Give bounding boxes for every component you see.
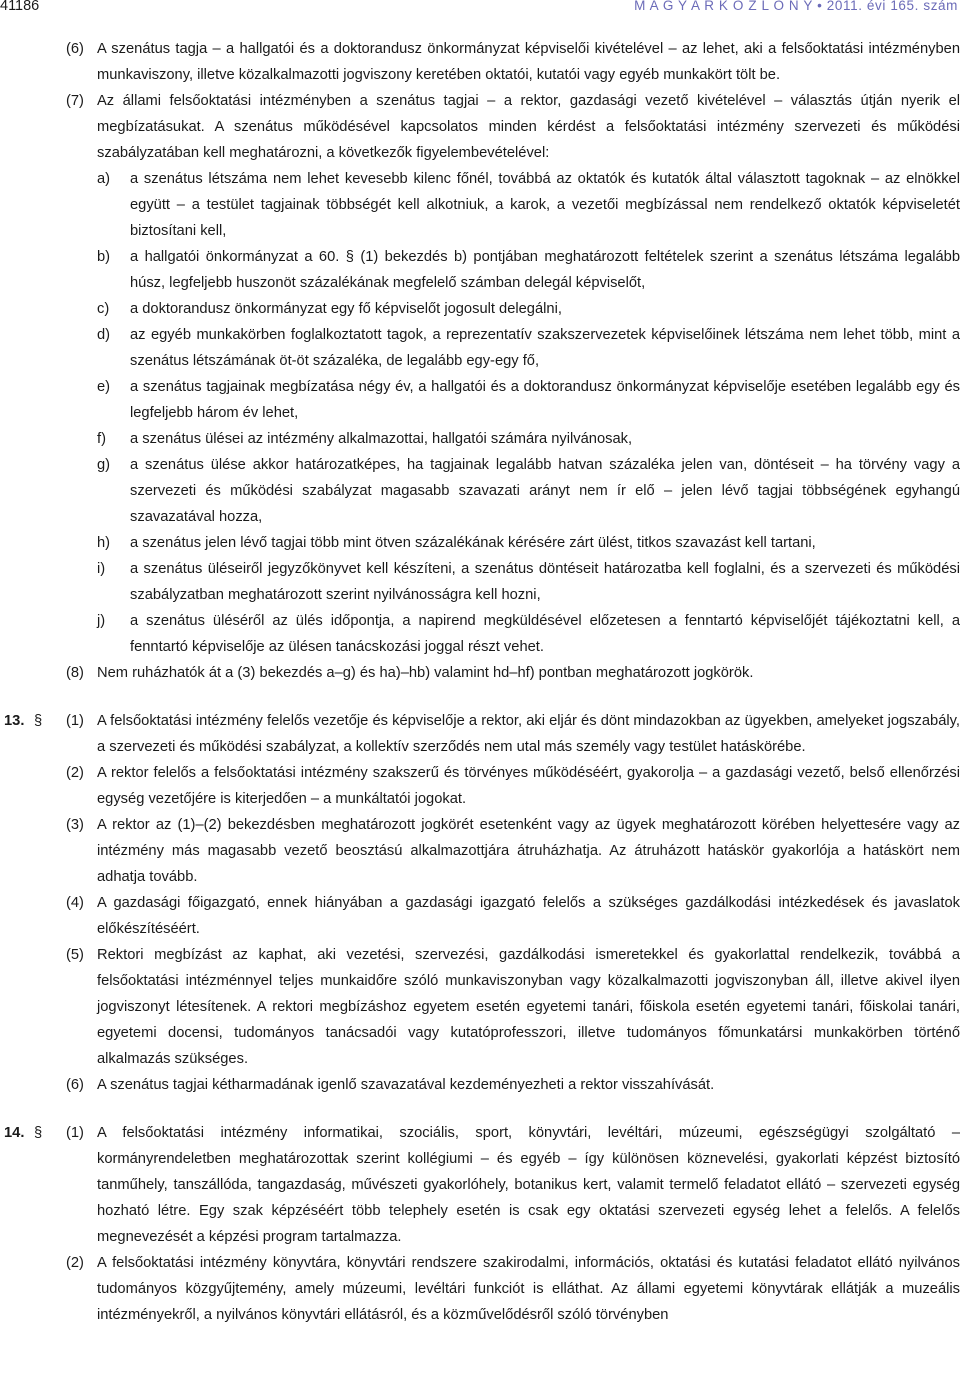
paragraph-text: A felsőoktatási intézmény informatikai, szociális, sport, könyvtári, levéltári, múzeumi, egészségügyi szolgáltató – kormányrendeletben meghatározottak szerint kollégiumi – és egyéb – így különösen köznevelési, gyakorlati képzést biztosító tanműhely, tanszállóda, tangazdaság, művészeti gyakorlóhely, botanikus kert, valamit termelő feladatot ellátó – szervezeti egység hozható létre. Egy szak képzéséért több telephely esetén is csak egy oktatási szervezeti egység lehet a felelős. A felelős megnevezését a képzési program tartalmazza.	[97, 1125, 960, 1245]
paragraph-number: (6)	[66, 1077, 84, 1093]
paragraph-number: (2)	[66, 1255, 84, 1271]
section-sign: §	[34, 1125, 43, 1141]
paragraph-number: (1)	[66, 713, 84, 729]
item-text: a szenátus üléséről az ülés időpontja, a napirend megküldésével előzetesen a fenntartó képviselőjét tájékoztatni kell, a fenntartó képviselője az ülésen tanácskozási joggal részt vehet.	[130, 613, 960, 655]
paragraph-number: (4)	[66, 895, 84, 911]
list-item-a	[0, 166, 960, 244]
list-item-i	[0, 556, 960, 608]
paragraph-number: (2)	[66, 765, 84, 781]
item-text: a doktorandusz önkormányzat egy fő képviselőt jogosult delegálni,	[130, 301, 562, 317]
list-item-e	[0, 374, 960, 426]
list-item-f	[0, 426, 960, 452]
list-item-b	[0, 244, 960, 296]
section-number: 14.	[4, 1125, 25, 1141]
paragraph-text: A szenátus tagjai kétharmadának igenlő szavazatával kezdeményezheti a rektor visszahívását.	[97, 1077, 715, 1093]
list-item-g	[0, 452, 960, 530]
item-label: f)	[97, 431, 106, 447]
item-label: a)	[97, 171, 111, 187]
paragraph-14-2	[0, 1250, 960, 1328]
paragraph-13-5	[0, 942, 960, 1072]
paragraph-text: Nem ruházhatók át a (3) bekezdés a–g) és ha)–hb) valamint hd–hf) pontban meghatározott jogkörök.	[97, 665, 754, 681]
item-label: j)	[97, 613, 106, 629]
item-label: b)	[97, 249, 111, 265]
paragraph-13-2	[0, 760, 960, 812]
page-number: 41186	[0, 0, 40, 14]
paragraph-text: A rektor felelős a felsőoktatási intézmény szakszerű és törvényes működéséért, gyakorolja – a gazdasági vezető, belső ellenőrzési egység vezetőjére is kiterjedően – a munkáltatói jogokat.	[97, 765, 960, 807]
item-text: a szenátus ülései az intézmény alkalmazottai, hallgatói számára nyilvánosak,	[130, 431, 633, 447]
item-label: c)	[97, 301, 110, 317]
item-label: d)	[97, 327, 111, 343]
item-text: az egyéb munkakörben foglalkoztatott tagok, a reprezentatív szakszervezetek képviselőinek létszáma nem lehet több, mint a szenátus létszámának öt-öt százaléka, de legalább egy-egy fő,	[130, 327, 960, 369]
item-label: h)	[97, 535, 111, 551]
section-sign: §	[34, 713, 43, 729]
list-item-d	[0, 322, 960, 374]
paragraph-number: (5)	[66, 947, 84, 963]
paragraph-number: (6)	[66, 41, 84, 57]
list-item-j	[0, 608, 960, 660]
item-text: a szenátus ülése akkor határozatképes, ha tagjainak legalább hatvan százaléka jelen van, döntéseit – ha törvény vagy a szervezeti és működési szabályzat magasabb szavazati arányt nem ír elő – jelen lévő tagjai többségének egyhangú szavazatával hozza,	[130, 457, 960, 525]
paragraph-text: A felsőoktatási intézmény felelős vezetője és képviselője a rektor, aki eljár és dönt mindazokban az ügyekben, amelyeket jogszabály, a szervezeti és működési szabályzat, a kollektív szerződés nem utal más személy vagy testület hatáskörébe.	[97, 713, 960, 755]
paragraph-13-4	[0, 890, 960, 942]
paragraph-text: A gazdasági főigazgató, ennek hiányában a gazdasági igazgató felelős a szükséges gazdálkodási intézkedések és javaslatok előkészítéséért.	[97, 895, 960, 937]
page-header	[0, 0, 960, 24]
journal-title: M A G Y A R K Ö Z L Ö N Y • 2011. évi 165. szám	[634, 0, 958, 13]
paragraph-number: (8)	[66, 665, 84, 681]
item-label: g)	[97, 457, 111, 473]
paragraph-13-3	[0, 812, 960, 890]
paragraph-text: Rektori megbízást az kaphat, aki vezetési, szervezési, gazdálkodási ismeretekkel és gyakorlattal rendelkezik, továbbá a felsőoktatási intézménnyel teljes munkaidőre szóló munkaviszonyban vagy közalkalmazotti jogviszonyban áll, illetve akivel ilyen jogviszonyt létesítenek. A rektori megbízáshoz egyetem esetén egyetemi tanári, főiskola esetén egyetemi tanári, főiskolai tanári, egyetemi docensi, tudományos tanácsadói vagy kutatóprofesszori, illetve tudományos főmunkatársi munkakörben történő alkalmazás szükséges.	[97, 947, 960, 1067]
paragraph-13-6	[0, 1072, 960, 1098]
paragraph-text: A rektor az (1)–(2) bekezdésben meghatározott jogkörét esetenként vagy az ügyek meghatározott körében helyettesére vagy az intézmény más magasabb vezető beosztású alkalmazottjára átruházhatja. Az átruházott hatáskör gyakorlója a hatáskört nem adhatja tovább.	[97, 817, 960, 885]
list-item-h	[0, 530, 960, 556]
section-13	[0, 708, 960, 1098]
paragraph-13-1	[0, 708, 960, 760]
list-item-c	[0, 296, 960, 322]
item-text: a szenátus üléseiről jegyzőkönyvet kell készíteni, a szenátus döntéseit határozatba kell foglalni, és a szervezeti és működési szabályzatban meghatározott szerint nyilvánosságra kell hozni,	[130, 561, 960, 603]
item-text: a szenátus tagjainak megbízatása négy év, a hallgatói és a doktorandusz önkormányzat képviselője esetében legalább egy és legfeljebb három év lehet,	[130, 379, 960, 421]
section-14	[0, 1120, 960, 1328]
item-text: a szenátus jelen lévő tagjai több mint ötven százalékának kérésére zárt ülést, titkos szavazást kell tartani,	[130, 535, 816, 551]
item-text: a szenátus létszáma nem lehet kevesebb kilenc főnél, továbbá az oktatók és kutatók által választott tagoknak – az elnökkel együtt – a testület tagjainak többségét kell alkotniuk, a karok, a vezetői megbízással nem rendelkező oktatók képviseletét biztosítani kell,	[130, 171, 960, 239]
paragraph-text: A szenátus tagja – a hallgatói és a doktorandusz önkormányzat képviselői kivételével – az lehet, aki a felsőoktatási intézményben munkaviszony, illetve közalkalmazotti jogviszony keretében oktatói, kutatói vagy egyéb munkakört tölt be.	[97, 41, 960, 83]
paragraph-14-1	[0, 1120, 960, 1250]
list-items	[0, 166, 960, 660]
paragraph-number: (1)	[66, 1125, 84, 1141]
item-label: e)	[97, 379, 111, 395]
paragraph-8	[0, 660, 960, 686]
item-label: i)	[97, 561, 106, 577]
paragraph-7	[0, 88, 960, 166]
document-body	[0, 36, 960, 1328]
item-text: a hallgatói önkormányzat a 60. § (1) bekezdés b) pontjában meghatározott feltételek szerint a szenátus létszáma legalább húsz, legfeljebb huszonöt százalékának megfelelő számban delegál képviselőt,	[130, 249, 960, 291]
paragraph-text: Az állami felsőoktatási intézményben a szenátus tagjai – a rektor, gazdasági vezető kivételével – választás útján nyerik el megbízatásukat. A szenátus működésével kapcsolatos minden kérdést a felsőoktatási intézmény szervezeti és működési szabályzatában kell meghatározni, a következők figyelembevételével:	[97, 93, 960, 161]
paragraph-text: A felsőoktatási intézmény könyvtára, könyvtári rendszere szakirodalmi, információs, oktatási és kutatási feladatot ellátó nyilvános tudományos közgyűjtemény, amely múzeumi, levéltári funkciót is elláthat. Az állami egyetemi könyvtárak ellátják a muzeális intézményekről, a nyilvános könyvtári ellátásról, és a közművelődésről szóló törvényben	[97, 1255, 960, 1323]
section-number: 13.	[4, 713, 25, 729]
paragraph-number: (7)	[66, 93, 84, 109]
paragraph-6	[0, 36, 960, 88]
paragraph-number: (3)	[66, 817, 84, 833]
